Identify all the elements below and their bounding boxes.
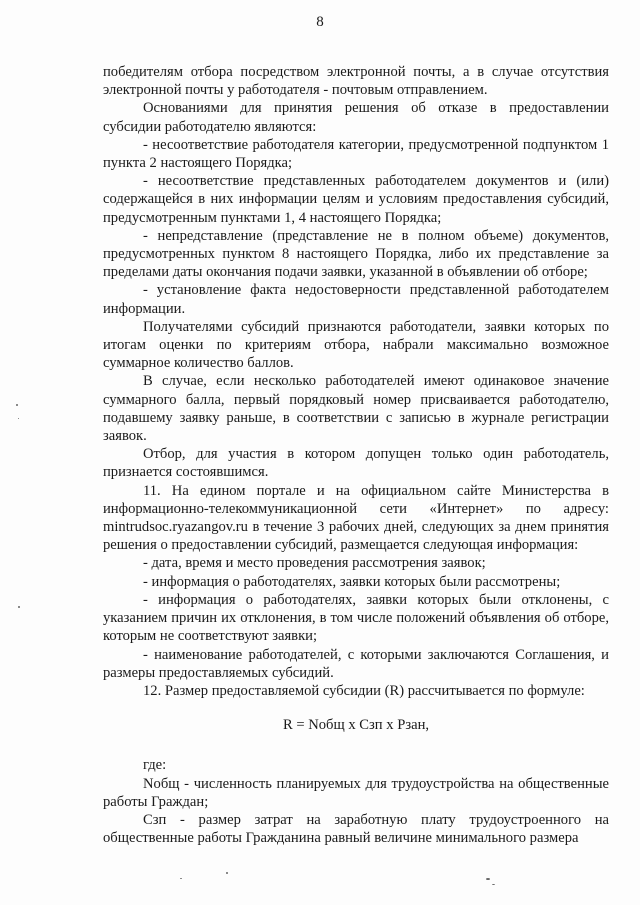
paragraph: 12. Размер предоставляемой субсидии (R) рассчитывается по формуле: <box>143 682 585 699</box>
scan-speck <box>492 884 495 885</box>
scan-speck <box>16 404 18 406</box>
paragraph: 11. На едином портале и на официальном сайте Министерства в информационно-телекоммуникационной сети «Интернет» по адресу: mintrudsoc.ryazangov.ru в течение 3 рабочих дней, следующих за днем принятия решения о предоставлении субсидий, размещается следующая информация: <box>103 482 609 554</box>
paragraph: Отбор, для участия в котором допущен только один работодатель, признается состоявшимся. <box>103 446 609 481</box>
paragraph: Основаниями для принятия решения об отказе в предоставлении субсидии работодателю являются: <box>103 100 609 135</box>
definition-item: Cзп - размер затрат на заработную плату трудоустроенного на общественные работы Гражданина равный величине минимального размера <box>103 811 609 847</box>
scan-speck <box>180 878 182 879</box>
definition-item: Nобщ - численность планируемых для трудоустройства на общественные работы Граждан; <box>103 775 609 810</box>
list-item: - дата, время и место проведения рассмотрения заявок; <box>143 555 486 572</box>
list-item: - несоответствие работодателя категории, предусмотренной подпунктом 1 пункта 2 настоящего Порядка; <box>103 136 609 172</box>
document-body <box>103 63 609 847</box>
page-number: 8 <box>316 14 324 30</box>
formula: R = Nобщ x Cзп x Рзан, <box>282 717 430 734</box>
list-item: - информация о работодателях, заявки которых были отклонены, с указанием причин их отклонения, в том числе положений объявления об отборе, которым не соответствуют заявки; <box>103 591 609 645</box>
scan-speck <box>226 872 228 874</box>
paragraph: Получателями субсидий признаются работодатели, заявки которых по итогам оценки по критериям отбора, набрали максимально возможное суммарное количество баллов. <box>103 318 609 372</box>
scan-speck <box>486 878 490 880</box>
paragraph: победителям отбора посредством электронной почты, а в случае отсутствия электронной почты у работодателя - почтовым отправлением. <box>103 64 609 99</box>
list-item: - информация о работодателях, заявки которых были рассмотрены; <box>143 573 561 590</box>
where-label: где: <box>143 757 167 774</box>
scan-speck <box>18 418 19 419</box>
list-item: - непредставление (представление не в полном объеме) документов, предусмотренных пунктом 8 настоящего Порядка, либо их представление за пределами даты окончания подачи заявки, указанной в объявлении об отборе; <box>103 227 609 281</box>
scan-speck <box>18 606 20 608</box>
paragraph: В случае, если несколько работодателей имеют одинаковое значение суммарного балла, первый порядковый номер присваивается работодателю, подавшему заявку раньше, в соответствии с записью в журнале регистрации заявок. <box>103 373 609 445</box>
list-item: - несоответствие представленных работодателем документов и (или) содержащейся в них информации целям и условиям предоставления субсидий, предусмотренным пунктами 1, 4 настоящего Порядка; <box>103 173 609 226</box>
list-item: - наименование работодателей, с которыми заключаются Соглашения, и размеры предоставляемых субсидий. <box>103 646 609 681</box>
list-item: - установление факта недостоверности представленной работодателем информации. <box>103 282 609 317</box>
